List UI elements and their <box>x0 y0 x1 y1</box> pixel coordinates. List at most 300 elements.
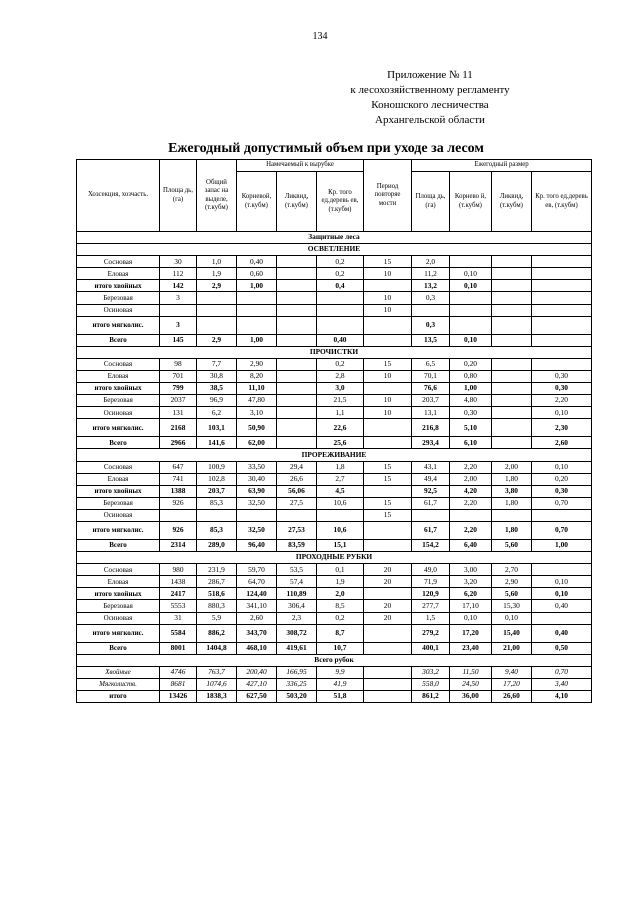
value-cell: 36,00 <box>450 691 492 703</box>
value-cell: 6,2 <box>197 407 237 419</box>
value-cell <box>364 280 412 292</box>
value-cell: 110,89 <box>277 588 317 600</box>
value-cell: 59,70 <box>237 564 277 576</box>
value-cell: 0,70 <box>532 497 592 509</box>
table-row <box>77 678 592 690</box>
value-cell <box>492 407 532 419</box>
header-annual-liquid: Ликвид, (т.кубм) <box>492 172 532 232</box>
header-planned: Намечаемый к вырубке <box>237 160 364 172</box>
value-cell <box>532 280 592 292</box>
row-label-cell: итого мягколис. <box>77 316 160 334</box>
value-cell: 145 <box>160 334 197 346</box>
value-cell <box>160 509 197 521</box>
value-cell: 0,40 <box>532 600 592 612</box>
row-label-cell: Всего <box>77 437 160 449</box>
value-cell <box>364 678 412 690</box>
table-row <box>77 509 592 521</box>
section-row <box>77 244 592 256</box>
table-row <box>77 612 592 624</box>
value-cell: 1404,8 <box>197 642 237 654</box>
value-cell: 4746 <box>160 666 197 678</box>
value-cell <box>492 395 532 407</box>
value-cell: 3 <box>160 316 197 334</box>
forest-care-table <box>76 159 592 703</box>
row-label-cell: Березовая <box>77 395 160 407</box>
value-cell: 15 <box>364 256 412 268</box>
row-label-cell: итого мягколис. <box>77 419 160 437</box>
header-annual-root: Корнево й, (т.кубм) <box>450 172 492 232</box>
value-cell <box>277 383 317 395</box>
value-cell: 2,8 <box>317 370 364 382</box>
table-row <box>77 407 592 419</box>
value-cell: 1,00 <box>450 383 492 395</box>
value-cell: 0,10 <box>532 407 592 419</box>
value-cell: 61,7 <box>412 497 450 509</box>
value-cell <box>277 292 317 304</box>
value-cell: 76,6 <box>412 383 450 395</box>
value-cell <box>197 292 237 304</box>
value-cell: 701 <box>160 370 197 382</box>
value-cell <box>277 437 317 449</box>
section-label: ПРОЧИСТКИ <box>77 346 592 358</box>
value-cell <box>160 304 197 316</box>
value-cell: 203,7 <box>197 485 237 497</box>
value-cell: 53,5 <box>277 564 317 576</box>
row-label-cell: Березовая <box>77 600 160 612</box>
value-cell: 1,00 <box>237 334 277 346</box>
row-label-cell: Мягколиств. <box>77 678 160 690</box>
value-cell: 2,00 <box>492 461 532 473</box>
value-cell: 61,7 <box>412 521 450 539</box>
value-cell: 6,5 <box>412 358 450 370</box>
value-cell: 799 <box>160 383 197 395</box>
value-cell: 741 <box>160 473 197 485</box>
value-cell: 3 <box>160 292 197 304</box>
value-cell: 0,1 <box>317 564 364 576</box>
value-cell <box>492 256 532 268</box>
value-cell: 3,00 <box>450 564 492 576</box>
document-title: Ежегодный допустимый объем при уходе за лесом <box>168 141 484 156</box>
value-cell: 2,3 <box>277 612 317 624</box>
row-label-cell: Еловая <box>77 576 160 588</box>
value-cell: 289,0 <box>197 539 237 551</box>
value-cell <box>237 316 277 334</box>
value-cell <box>412 304 450 316</box>
value-cell <box>237 509 277 521</box>
value-cell <box>277 419 317 437</box>
section-row <box>77 346 592 358</box>
value-cell: 2,60 <box>237 612 277 624</box>
header-area: Площа дь, (га) <box>160 160 197 232</box>
value-cell: 0,30 <box>450 407 492 419</box>
value-cell: 558,0 <box>412 678 450 690</box>
value-cell: 0,10 <box>532 461 592 473</box>
value-cell: 0,10 <box>532 588 592 600</box>
value-cell <box>277 358 317 370</box>
value-cell: 49,4 <box>412 473 450 485</box>
value-cell: 0,2 <box>317 256 364 268</box>
value-cell <box>450 304 492 316</box>
value-cell: 0,10 <box>450 612 492 624</box>
table-row <box>77 576 592 588</box>
value-cell: 9,40 <box>492 666 532 678</box>
row-label-cell: Осиновая <box>77 407 160 419</box>
value-cell: 5553 <box>160 600 197 612</box>
row-label-cell: Всего <box>77 642 160 654</box>
table-row <box>77 304 592 316</box>
value-cell: 100,9 <box>197 461 237 473</box>
value-cell: 21,00 <box>492 642 532 654</box>
row-label-cell: Березовая <box>77 292 160 304</box>
value-cell: 10,6 <box>317 497 364 509</box>
table-row <box>77 334 592 346</box>
value-cell: 15 <box>364 461 412 473</box>
value-cell <box>317 509 364 521</box>
value-cell: 336,25 <box>277 678 317 690</box>
value-cell: 10 <box>364 407 412 419</box>
header-planned-liquid: Ликвид, (т.кубм) <box>277 172 317 232</box>
value-cell: 17,20 <box>450 624 492 642</box>
value-cell: 0,80 <box>450 370 492 382</box>
value-cell: 51,8 <box>317 691 364 703</box>
value-cell: 32,50 <box>237 521 277 539</box>
section-label: Всего рубок <box>77 654 592 666</box>
value-cell <box>364 383 412 395</box>
row-label-cell: Сосновая <box>77 461 160 473</box>
value-cell: 503,20 <box>277 691 317 703</box>
value-cell: 5,10 <box>450 419 492 437</box>
table-row <box>77 473 592 485</box>
value-cell <box>492 280 532 292</box>
value-cell: 980 <box>160 564 197 576</box>
value-cell: 3,10 <box>237 407 277 419</box>
value-cell: 0,40 <box>317 334 364 346</box>
value-cell: 10 <box>364 292 412 304</box>
section-label: ПРОРЕЖИВАНИЕ <box>77 449 592 461</box>
value-cell: 64,70 <box>237 576 277 588</box>
table-row <box>77 539 592 551</box>
value-cell: 343,70 <box>237 624 277 642</box>
value-cell <box>532 268 592 280</box>
value-cell: 15 <box>364 497 412 509</box>
value-cell: 2,20 <box>532 395 592 407</box>
value-cell: 0,10 <box>532 576 592 588</box>
value-cell: 0,50 <box>532 642 592 654</box>
value-cell <box>277 304 317 316</box>
value-cell <box>277 509 317 521</box>
section-label: ОСВЕТЛЕНИЕ <box>77 244 592 256</box>
row-label-cell: Сосновая <box>77 564 160 576</box>
value-cell <box>532 256 592 268</box>
value-cell: 10 <box>364 395 412 407</box>
value-cell: 15 <box>364 509 412 521</box>
value-cell <box>277 268 317 280</box>
value-cell: 92,5 <box>412 485 450 497</box>
value-cell: 763,7 <box>197 666 237 678</box>
value-cell: 0,70 <box>532 521 592 539</box>
value-cell: 0,30 <box>532 383 592 395</box>
value-cell: 0,40 <box>237 256 277 268</box>
value-cell: 25,6 <box>317 437 364 449</box>
value-cell: 0,3 <box>412 316 450 334</box>
header-hozsection: Хозсекция, хозчасть. <box>77 160 160 232</box>
value-cell: 2,7 <box>317 473 364 485</box>
value-cell: 419,61 <box>277 642 317 654</box>
value-cell: 2,70 <box>492 564 532 576</box>
value-cell: 2,20 <box>450 497 492 509</box>
value-cell: 2,90 <box>492 576 532 588</box>
value-cell: 2,0 <box>412 256 450 268</box>
value-cell <box>317 292 364 304</box>
value-cell <box>277 280 317 292</box>
table-row <box>77 370 592 382</box>
value-cell: 341,10 <box>237 600 277 612</box>
value-cell: 31 <box>160 612 197 624</box>
value-cell: 6,10 <box>450 437 492 449</box>
value-cell: 4,10 <box>532 691 592 703</box>
value-cell: 3,80 <box>492 485 532 497</box>
value-cell: 20 <box>364 576 412 588</box>
value-cell: 15,30 <box>492 600 532 612</box>
table-row <box>77 564 592 576</box>
value-cell <box>532 509 592 521</box>
value-cell: 1,9 <box>197 268 237 280</box>
value-cell <box>197 304 237 316</box>
header-planned-kr: Кр. того ед.деревь ев, (т.кубм) <box>317 172 364 232</box>
table-body <box>77 232 592 703</box>
table-row <box>77 485 592 497</box>
value-cell: 26,6 <box>277 473 317 485</box>
table-row <box>77 358 592 370</box>
value-cell: 880,3 <box>197 600 237 612</box>
value-cell: 647 <box>160 461 197 473</box>
value-cell: 886,2 <box>197 624 237 642</box>
value-cell: 102,8 <box>197 473 237 485</box>
value-cell <box>492 316 532 334</box>
section-row <box>77 449 592 461</box>
value-cell: 47,80 <box>237 395 277 407</box>
value-cell <box>364 419 412 437</box>
table-row <box>77 691 592 703</box>
value-cell <box>317 316 364 334</box>
value-cell: 57,4 <box>277 576 317 588</box>
value-cell: 50,90 <box>237 419 277 437</box>
value-cell: 85,3 <box>197 497 237 509</box>
value-cell: 2,20 <box>450 461 492 473</box>
value-cell: 2314 <box>160 539 197 551</box>
value-cell: 8,20 <box>237 370 277 382</box>
table-row <box>77 600 592 612</box>
header-planned-root: Корневой, (т.кубм) <box>237 172 277 232</box>
value-cell: 11,10 <box>237 383 277 395</box>
value-cell: 0,30 <box>532 370 592 382</box>
value-cell: 3,0 <box>317 383 364 395</box>
value-cell: 43,1 <box>412 461 450 473</box>
value-cell: 279,2 <box>412 624 450 642</box>
value-cell <box>197 509 237 521</box>
value-cell: 5584 <box>160 624 197 642</box>
value-cell: 11,2 <box>412 268 450 280</box>
table-row <box>77 624 592 642</box>
value-cell: 10 <box>364 304 412 316</box>
value-cell: 13,1 <box>412 407 450 419</box>
value-cell: 2417 <box>160 588 197 600</box>
value-cell: 8681 <box>160 678 197 690</box>
value-cell <box>237 304 277 316</box>
value-cell: 303,2 <box>412 666 450 678</box>
row-label-cell: Хвойные <box>77 666 160 678</box>
table-row <box>77 666 592 678</box>
value-cell: 277,7 <box>412 600 450 612</box>
value-cell <box>492 419 532 437</box>
value-cell: 15 <box>364 473 412 485</box>
section-row <box>77 232 592 244</box>
value-cell <box>237 292 277 304</box>
value-cell: 41,9 <box>317 678 364 690</box>
value-cell: 5,9 <box>197 612 237 624</box>
value-cell: 29,4 <box>277 461 317 473</box>
value-cell: 308,72 <box>277 624 317 642</box>
value-cell: 3,40 <box>532 678 592 690</box>
value-cell: 96,40 <box>237 539 277 551</box>
value-cell <box>492 334 532 346</box>
row-label-cell: Осиновая <box>77 304 160 316</box>
row-label-cell: Сосновая <box>77 256 160 268</box>
value-cell: 112 <box>160 268 197 280</box>
table-row <box>77 292 592 304</box>
value-cell: 103,1 <box>197 419 237 437</box>
value-cell <box>492 304 532 316</box>
value-cell: 2,9 <box>197 334 237 346</box>
value-cell: 5,60 <box>492 588 532 600</box>
table-row <box>77 497 592 509</box>
row-label-cell: Сосновая <box>77 358 160 370</box>
appendix-line-1: Приложение № 11 <box>387 69 473 81</box>
value-cell: 1,00 <box>532 539 592 551</box>
value-cell: 30,8 <box>197 370 237 382</box>
value-cell: 926 <box>160 497 197 509</box>
value-cell: 154,2 <box>412 539 450 551</box>
table-row <box>77 256 592 268</box>
value-cell: 0,10 <box>450 280 492 292</box>
value-cell <box>364 316 412 334</box>
row-label-cell: итого хвойных <box>77 588 160 600</box>
value-cell: 17,10 <box>450 600 492 612</box>
value-cell: 200,40 <box>237 666 277 678</box>
row-label-cell: Еловая <box>77 268 160 280</box>
value-cell: 23,40 <box>450 642 492 654</box>
row-label-cell: итого мягколис. <box>77 521 160 539</box>
value-cell <box>532 564 592 576</box>
table-row <box>77 268 592 280</box>
value-cell: 1,00 <box>237 280 277 292</box>
value-cell: 70,1 <box>412 370 450 382</box>
row-label-cell: итого мягколис. <box>77 624 160 642</box>
value-cell: 63,90 <box>237 485 277 497</box>
header-annual-area: Площа дь, (га) <box>412 172 450 232</box>
value-cell: 9,9 <box>317 666 364 678</box>
value-cell: 518,6 <box>197 588 237 600</box>
value-cell: 24,50 <box>450 678 492 690</box>
value-cell: 21,5 <box>317 395 364 407</box>
value-cell <box>277 316 317 334</box>
value-cell: 0,70 <box>532 666 592 678</box>
value-cell <box>492 268 532 280</box>
value-cell <box>197 316 237 334</box>
value-cell: 83,59 <box>277 539 317 551</box>
value-cell <box>364 521 412 539</box>
row-label-cell: итого <box>77 691 160 703</box>
value-cell <box>364 624 412 642</box>
table-row <box>77 521 592 539</box>
value-cell: 1,80 <box>492 497 532 509</box>
value-cell <box>450 292 492 304</box>
value-cell: 0,3 <box>412 292 450 304</box>
row-label-cell: Всего <box>77 539 160 551</box>
value-cell: 216,8 <box>412 419 450 437</box>
value-cell: 0,4 <box>317 280 364 292</box>
value-cell: 8,5 <box>317 600 364 612</box>
value-cell: 1838,3 <box>197 691 237 703</box>
value-cell: 306,4 <box>277 600 317 612</box>
value-cell: 141,6 <box>197 437 237 449</box>
value-cell: 10,7 <box>317 642 364 654</box>
value-cell: 20 <box>364 612 412 624</box>
appendix-block <box>300 68 560 128</box>
value-cell <box>277 370 317 382</box>
value-cell <box>532 334 592 346</box>
value-cell <box>532 292 592 304</box>
value-cell: 8,7 <box>317 624 364 642</box>
row-label-cell: итого хвойных <box>77 280 160 292</box>
value-cell: 468,10 <box>237 642 277 654</box>
row-label-cell: Еловая <box>77 370 160 382</box>
value-cell <box>532 316 592 334</box>
value-cell <box>364 539 412 551</box>
value-cell: 2037 <box>160 395 197 407</box>
value-cell: 0,60 <box>237 268 277 280</box>
value-cell: 427,10 <box>237 678 277 690</box>
row-label-cell: Березовая <box>77 497 160 509</box>
value-cell: 6,20 <box>450 588 492 600</box>
section-row <box>77 654 592 666</box>
value-cell: 32,50 <box>237 497 277 509</box>
value-cell: 20 <box>364 564 412 576</box>
value-cell: 98 <box>160 358 197 370</box>
appendix-line-4: Архангельской области <box>375 114 485 126</box>
appendix-line-2: к лесохозяйственному регламенту <box>350 84 510 96</box>
section-label: ПРОХОДНЫЕ РУБКИ <box>77 552 592 564</box>
appendix-line-3: Коношского лесничества <box>371 99 489 111</box>
value-cell: 8001 <box>160 642 197 654</box>
header-annual-kr: Кр. того ед.деревь ев, (т.кубм) <box>532 172 592 232</box>
value-cell: 56,06 <box>277 485 317 497</box>
value-cell: 30,40 <box>237 473 277 485</box>
value-cell <box>532 358 592 370</box>
value-cell: 0,20 <box>450 358 492 370</box>
value-cell: 38,5 <box>197 383 237 395</box>
value-cell <box>492 292 532 304</box>
section-row <box>77 552 592 564</box>
row-label-cell: Осиновая <box>77 509 160 521</box>
value-cell: 27,53 <box>277 521 317 539</box>
table-row <box>77 588 592 600</box>
value-cell: 49,0 <box>412 564 450 576</box>
value-cell: 13426 <box>160 691 197 703</box>
value-cell: 0,2 <box>317 612 364 624</box>
value-cell <box>277 395 317 407</box>
value-cell <box>364 666 412 678</box>
